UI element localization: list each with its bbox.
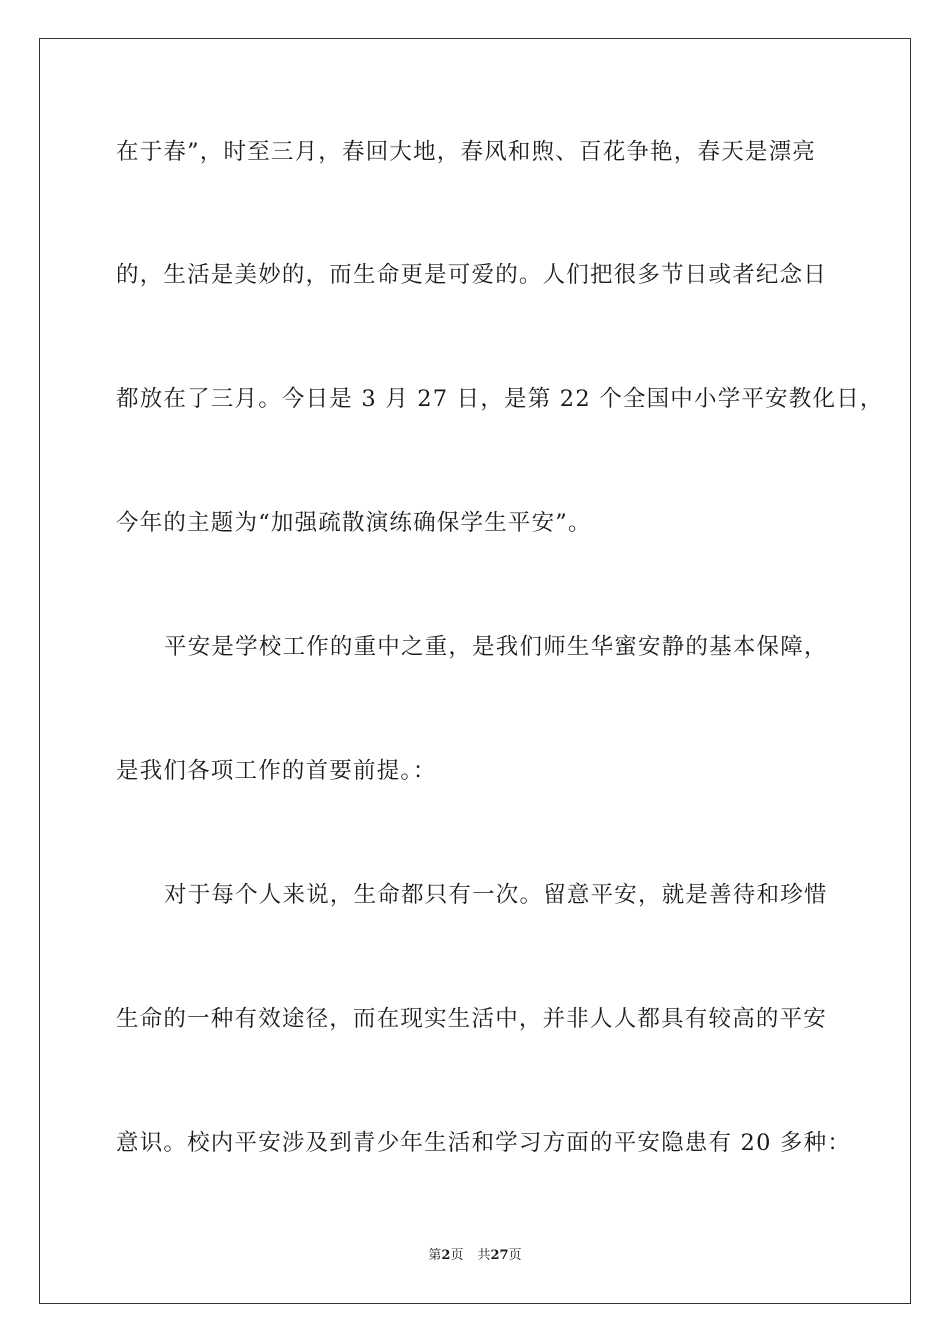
paragraph-line-2: 的，生活是美妙的，而生命更是可爱的。人们把很多节日或者纪念日 — [116, 262, 828, 288]
paragraph-line-4: 今年的主题为“加强疏散演练确保学生平安”。 — [116, 510, 592, 536]
page-suffix: 页 — [450, 1248, 464, 1263]
paragraph-line-5: 平安是学校工作的重中之重，是我们师生华蜜安静的基本保障， — [164, 634, 828, 660]
total-suffix: 页 — [508, 1248, 522, 1263]
total-pages: 27 — [490, 1248, 509, 1263]
paragraph-line-9: 意识。校内平安涉及到青少年生活和学习方面的平安隐患有 20 多种： — [116, 1130, 852, 1156]
paragraph-line-6: 是我们各项工作的首要前提。： — [116, 758, 437, 784]
total-prefix: 共 — [477, 1248, 491, 1263]
paragraph-line-3: 都放在了三月。今日是 3 月 27 日，是第 22 个全国中小学平安教化日， — [116, 386, 884, 412]
paragraph-line-1: 在于春”，时至三月，春回大地，春风和煦、百花争艳，春天是漂亮 — [116, 139, 817, 165]
paragraph-line-7: 对于每个人来说，生命都只有一次。留意平安，就是善待和珍惜 — [164, 882, 828, 908]
page-prefix: 第 — [428, 1248, 442, 1263]
page-footer — [0, 1247, 950, 1265]
paragraph-line-8: 生命的一种有效途径，而在现实生活中，并非人人都具有较高的平安 — [116, 1006, 828, 1032]
page-number: 2 — [441, 1248, 451, 1263]
page-border — [39, 38, 911, 1304]
